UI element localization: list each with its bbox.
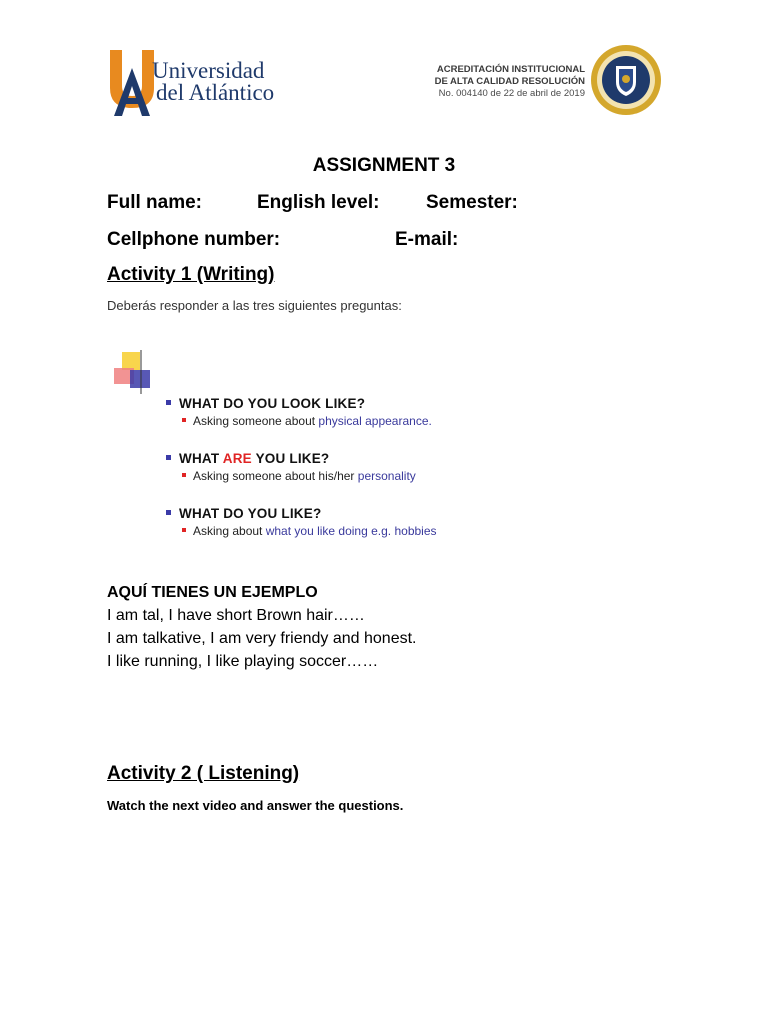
activity2-heading: Activity 2 ( Listening) (107, 763, 300, 784)
example-line: I like running, I like playing soccer…… (107, 653, 379, 670)
question-2 (166, 451, 416, 483)
question-3-highlight: what you like doing e.g. hobbies (265, 524, 437, 538)
accreditation-line2: DE ALTA CALIDAD RESOLUCIÓN (434, 76, 585, 87)
university-name (152, 60, 274, 104)
slide-decoration-icon (108, 348, 498, 398)
bullet-icon (166, 510, 171, 515)
question-2-emphasis: ARE (222, 451, 252, 466)
accreditation-seal-icon (590, 44, 662, 116)
question-1-text: WHAT DO YOU LOOK LIKE? (179, 396, 366, 411)
university-header (100, 40, 670, 126)
question-2-text: WHAT (179, 451, 223, 466)
bullet-icon (166, 400, 171, 405)
assignment-title: ASSIGNMENT 3 (312, 155, 456, 176)
example-line: I am tal, I have short Brown hair…… (107, 607, 365, 624)
question-2-text-end: YOU LIKE? (251, 451, 330, 466)
question-3-text: WHAT DO YOU LIKE? (179, 506, 322, 521)
accreditation-line1: ACREDITACIÓN INSTITUCIONAL (436, 64, 585, 75)
accreditation-line3: No. 004140 de 22 de abril de 2019 (438, 88, 585, 99)
full-name-label: Full name: (107, 192, 203, 213)
question-1 (166, 396, 432, 428)
semester-label: Semester: (426, 192, 518, 213)
cellphone-label: Cellphone number: (107, 229, 281, 250)
questions-slide (108, 348, 498, 548)
accreditation-text (410, 64, 585, 100)
bullet-icon (166, 455, 171, 460)
activity1-heading: Activity 1 (Writing) (107, 264, 275, 285)
email-label: E-mail: (395, 229, 459, 250)
university-name-line1: Universidad (152, 58, 265, 83)
activity2-instruction: Watch the next video and answer the questions. (107, 798, 404, 813)
activity1-intro: Deberás responder a las tres siguientes preguntas: (107, 298, 402, 313)
question-1-sub: Asking someone about (193, 414, 319, 428)
university-name-line2: del Atlántico (156, 80, 275, 105)
example-title: AQUÍ TIENES UN EJEMPLO (107, 584, 318, 601)
english-level-label: English level: (257, 192, 380, 213)
university-logo-icon (106, 46, 158, 116)
question-2-sub: Asking someone about his/her (193, 469, 358, 483)
bullet-icon (182, 528, 186, 532)
question-1-highlight: physical appearance. (318, 414, 432, 428)
question-3 (166, 506, 437, 538)
question-2-highlight: personality (357, 469, 416, 483)
question-3-sub: Asking about (193, 524, 266, 538)
bullet-icon (182, 473, 186, 477)
example-line: I am talkative, I am very friendy and honest. (107, 630, 417, 647)
bullet-icon (182, 418, 186, 422)
